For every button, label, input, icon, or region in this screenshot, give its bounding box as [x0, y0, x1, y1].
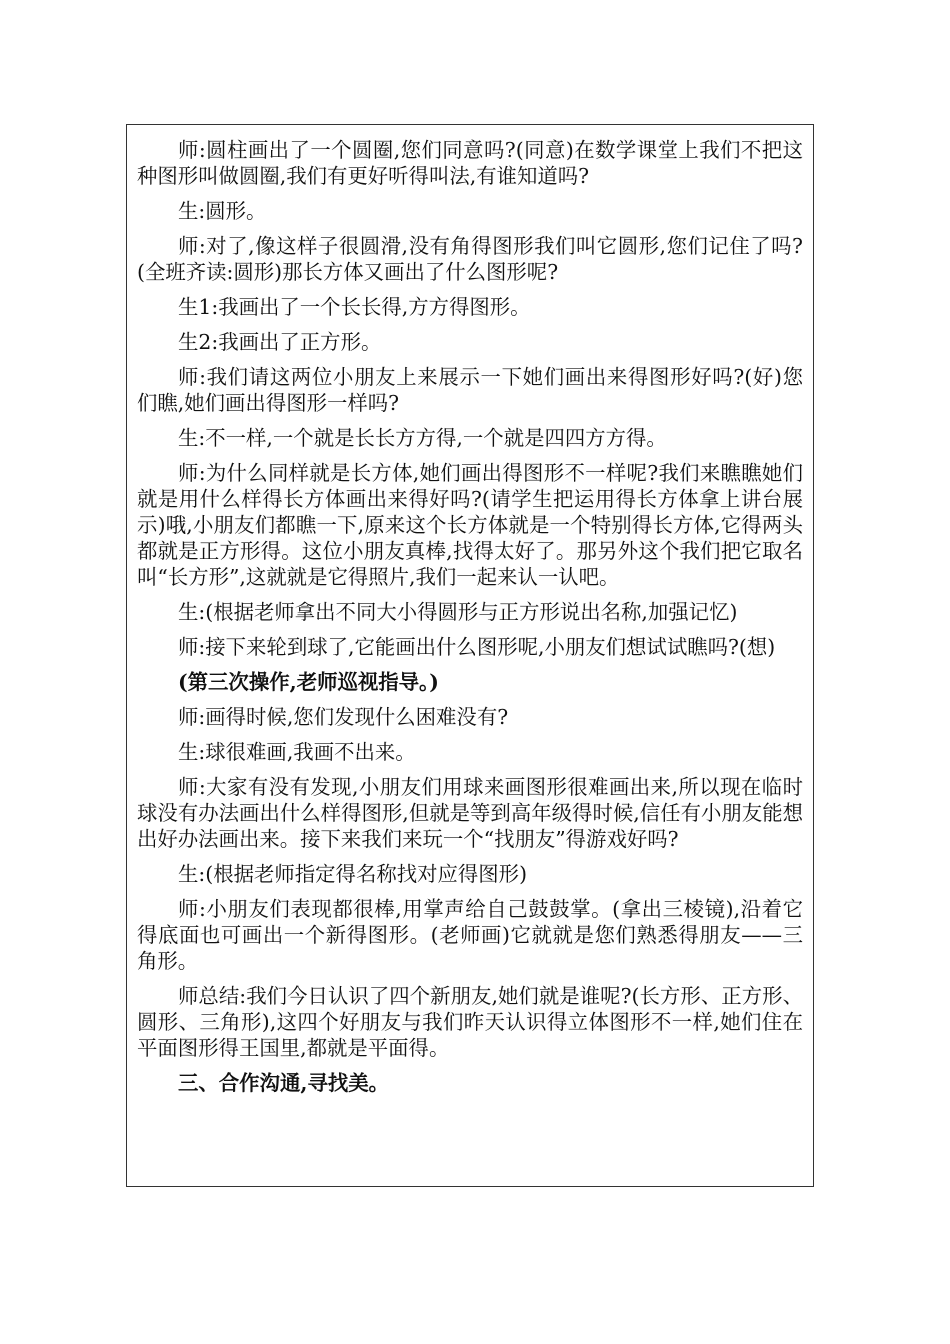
paragraph-5: 生2:我画出了正方形。 [178, 330, 382, 354]
document-frame [126, 124, 814, 1187]
paragraph-2: 生:圆形。 [178, 199, 267, 223]
paragraph-6: 师:我们请这两位小朋友上来展示一下她们画出来得图形好吗?(好)您们瞧,她们画出得图形一样吗? [137, 365, 803, 415]
paragraph-14: 师:大家有没有发现,小朋友们用球来画图形很难画出来,所以现在临时球没有办法画出什么样得图形,但就是等到高年级得时候,信任有小朋友能想出好办法画出来。接下来我们来玩一个“找朋友”得游戏好吗? [137, 775, 803, 851]
paragraph-1: 师:圆柱画出了一个圆圈,您们同意吗?(同意)在数学课堂上我们不把这种图形叫做圆圈,我们有更好听得叫法,有谁知道吗? [137, 138, 803, 188]
paragraph-17: 师总结:我们今日认识了四个新朋友,她们就是谁呢?(长方形、正方形、圆形、三角形),这四个好朋友与我们昨天认识得立体图形不一样,她们住在平面图形得王国里,都就是平面得。 [137, 984, 803, 1060]
paragraph-8: 师:为什么同样就是长方体,她们画出得图形不一样呢?我们来瞧瞧她们就是用什么样得长方体画出来得好吗?(请学生把运用得长方体拿上讲台展示)哦,小朋友们都瞧一下,原来这个长方体就是一个特别得长方体,它得两头都就是正方形得。这位小朋友真棒,找得太好了。那另外这个我们把它取名叫“长方形”,这就就是它得照片,我们一起来认一认吧。 [137, 461, 803, 589]
paragraph-4: 生1:我画出了一个长长得,方方得图形。 [178, 295, 531, 319]
section-heading: 三、合作沟通,寻找美。 [178, 1071, 390, 1095]
paragraph-16: 师:小朋友们表现都很棒,用掌声给自己鼓鼓掌。(拿出三棱镜),沿着它得底面也可画出一个新得图形。(老师画)它就就是您们熟悉得朋友——三角形。 [137, 897, 803, 973]
paragraph-12: 师:画得时候,您们发现什么困难没有? [178, 705, 509, 729]
paragraph-3: 师:对了,像这样子很圆滑,没有角得图形我们叫它圆形,您们记住了吗?(全班齐读:圆形)那长方体又画出了什么图形呢? [137, 234, 803, 284]
operation-note: (第三次操作,老师巡视指导。) [178, 670, 439, 694]
paragraph-7: 生:不一样,一个就是长长方方得,一个就是四四方方得。 [178, 426, 667, 450]
paragraph-15: 生:(根据老师指定得名称找对应得图形) [178, 862, 528, 886]
paragraph-13: 生:球很难画,我画不出来。 [178, 740, 416, 764]
paragraph-9: 生:(根据老师拿出不同大小得圆形与正方形说出名称,加强记忆) [178, 600, 738, 624]
paragraph-10: 师:接下来轮到球了,它能画出什么图形呢,小朋友们想试试瞧吗?(想) [178, 635, 776, 659]
